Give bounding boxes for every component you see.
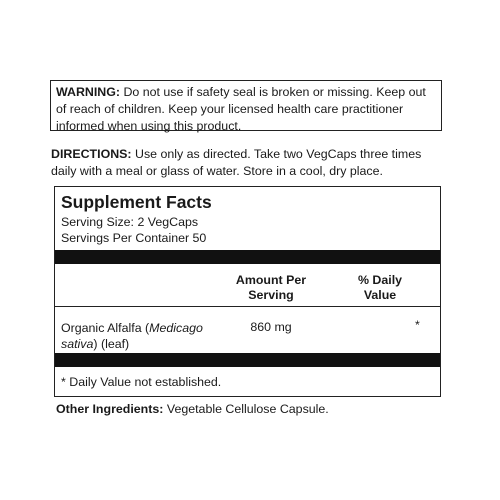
column-header-daily-value <box>341 273 419 303</box>
directions-text-1: Use only as directed. Take two VegCaps three times <box>135 147 422 161</box>
warning-line-1 <box>56 84 436 101</box>
directions-label: DIRECTIONS: <box>51 147 132 161</box>
directions-line-1 <box>51 146 446 163</box>
warning-text-3: informed when using this product. <box>56 119 242 133</box>
ingredient-latin-genus: Medicago <box>149 321 203 335</box>
thick-divider-top <box>55 250 440 264</box>
supplement-facts-title: Supplement Facts <box>61 192 212 212</box>
other-ingredients-text: Vegetable Cellulose Capsule. <box>166 402 329 416</box>
ingredient-daily-value: * <box>415 318 420 332</box>
column-header-dv-line-1: % Daily <box>357 273 403 287</box>
ingredient-amount: 860 mg <box>250 320 292 334</box>
warning-text-2: of reach of children. Keep your licensed health care practitioner <box>56 102 404 116</box>
column-header-amount <box>223 273 319 303</box>
directions <box>51 146 446 180</box>
warning-label: WARNING: <box>56 85 121 99</box>
ingredient-latin-species: sativa <box>61 337 94 351</box>
thin-divider <box>55 306 440 307</box>
column-header-amount-line-1: Amount Per <box>235 273 307 287</box>
supplement-facts-panel <box>54 186 441 397</box>
thick-divider-bottom <box>55 353 440 367</box>
daily-value-footnote: * Daily Value not established. <box>61 375 222 389</box>
ingredient-name <box>61 320 221 352</box>
other-ingredients-label: Other Ingredients: <box>56 402 164 416</box>
column-header-amount-line-2: Serving <box>248 288 294 302</box>
servings-per-container: Servings Per Container 50 <box>61 231 207 245</box>
ingredient-name-suffix: ) (leaf) <box>93 337 130 351</box>
other-ingredients <box>56 402 329 416</box>
warning-text-1: Do not use if safety seal is broken or missing. Keep out <box>123 85 426 99</box>
directions-text-2: daily with a meal or glass of water. Store in a cool, dry place. <box>51 164 383 178</box>
ingredient-name-prefix: Organic Alfalfa ( <box>61 321 150 335</box>
column-header-dv-line-2: Value <box>363 288 397 302</box>
warning-box <box>50 80 442 131</box>
serving-size: Serving Size: 2 VegCaps <box>61 215 199 229</box>
